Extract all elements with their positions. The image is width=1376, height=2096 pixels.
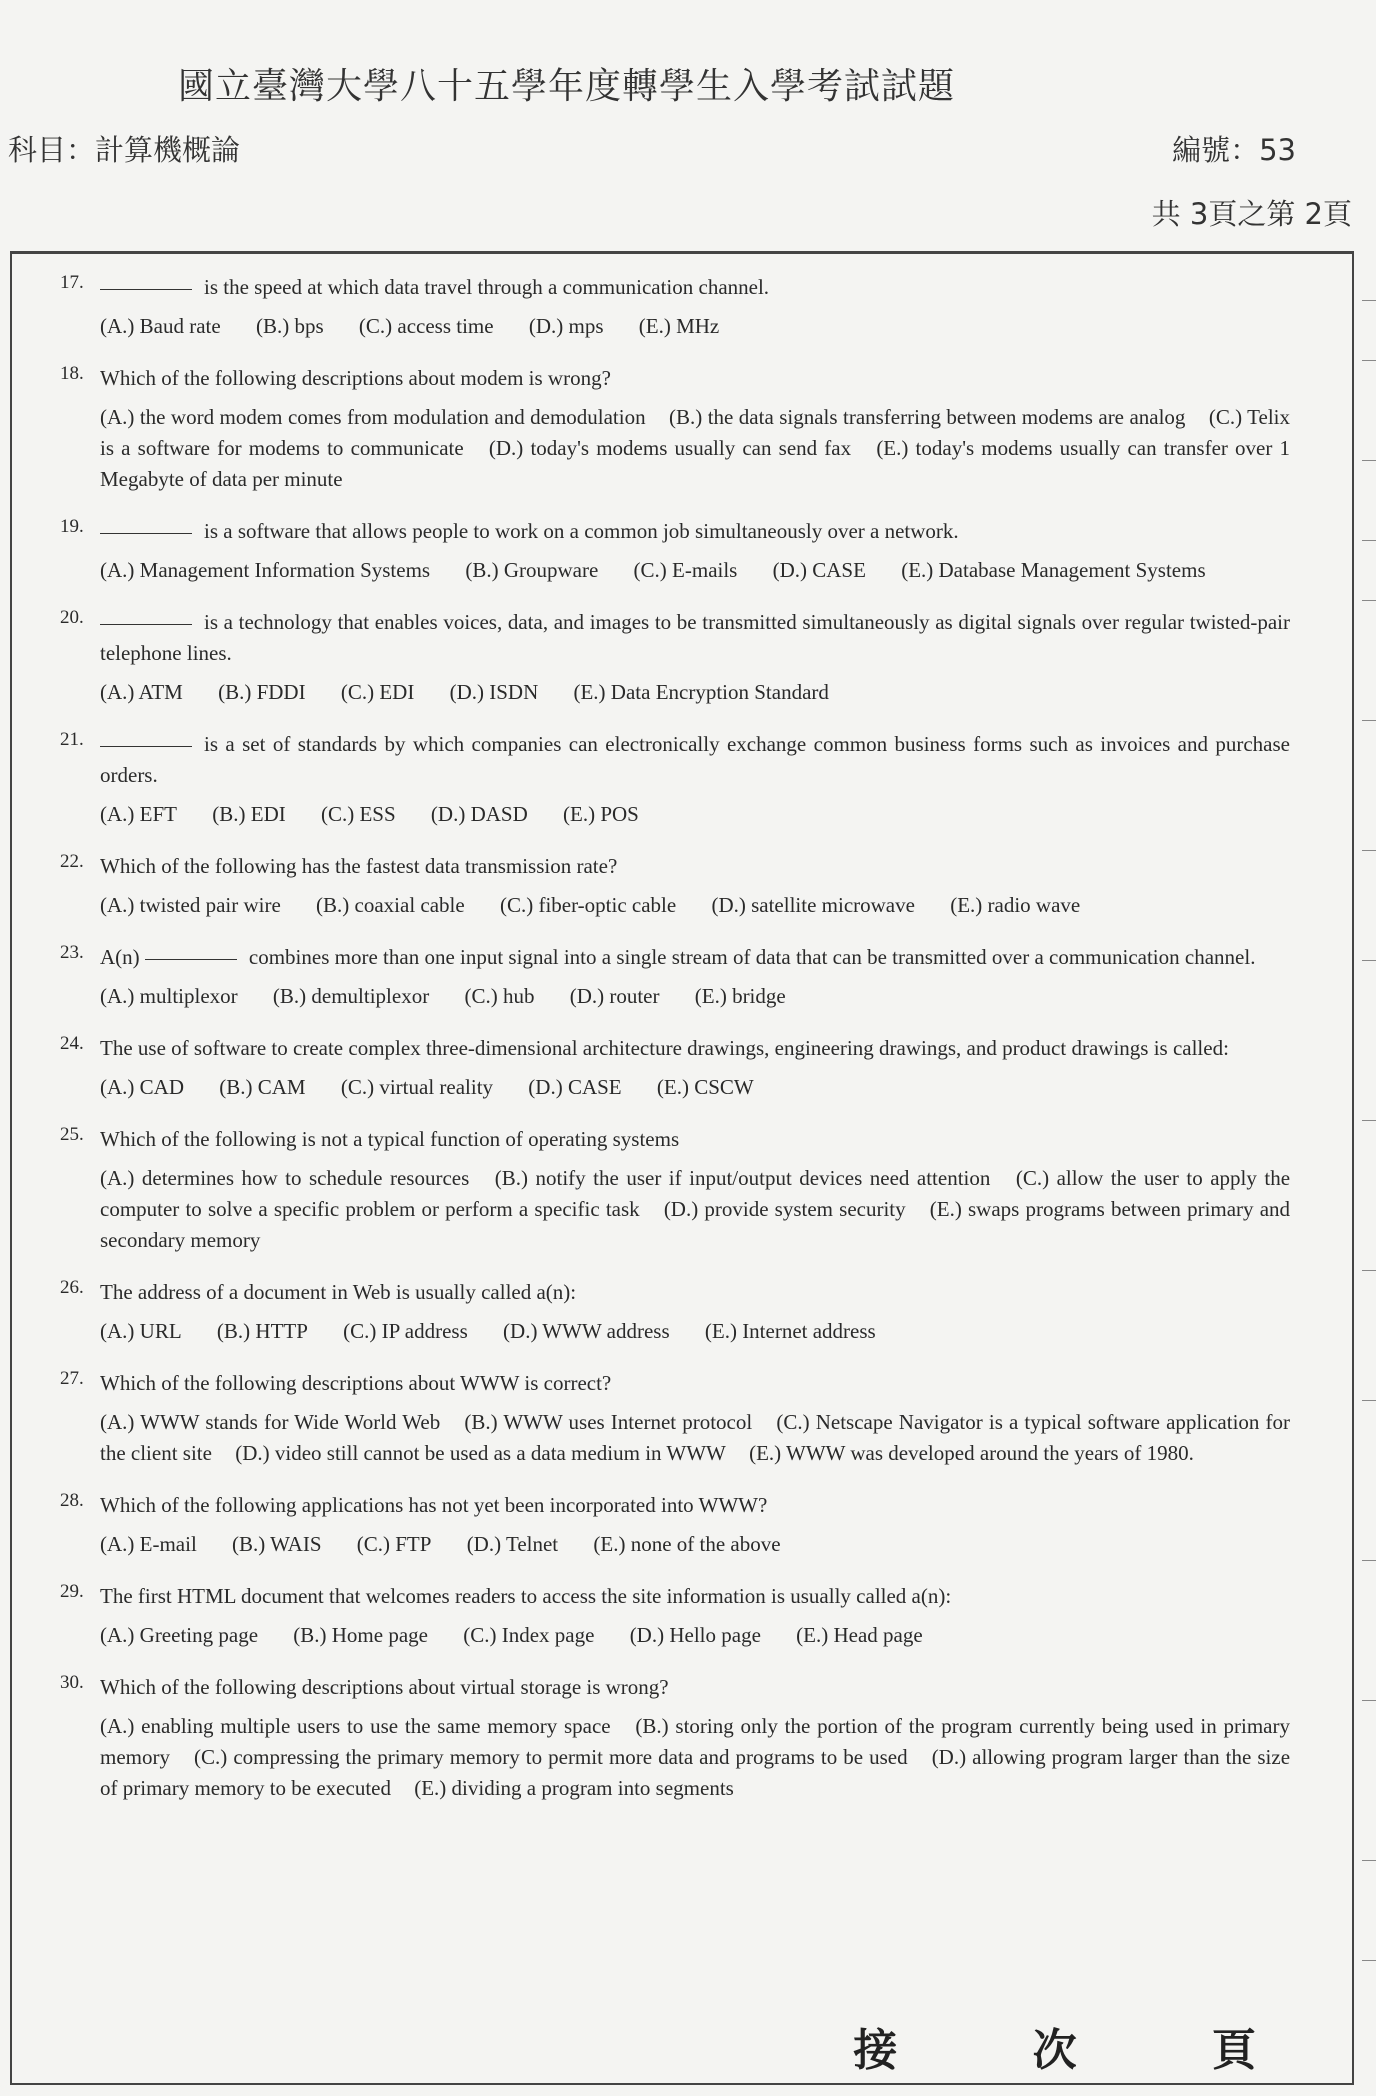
question-item xyxy=(0,607,1376,708)
question-text xyxy=(100,607,1290,669)
question-number: 26. xyxy=(60,1277,84,1298)
question-number: 18. xyxy=(60,363,84,384)
edge-tick xyxy=(1362,960,1376,961)
page-count: 共 3頁之第 2頁 xyxy=(1151,197,1352,231)
question-number: 21. xyxy=(60,729,84,750)
question-body: The first HTML document that welcomes readers to access the site information is usually called a(n): xyxy=(100,1584,952,1608)
option-list xyxy=(100,890,1290,921)
answer-option: (B.) bps xyxy=(255,314,324,338)
question-list xyxy=(0,272,1376,1825)
edge-tick xyxy=(1362,300,1376,301)
question-text xyxy=(100,1277,1290,1308)
answer-option: (A.) ATM xyxy=(100,680,183,704)
question-body: Which of the following descriptions about virtual storage is wrong? xyxy=(100,1675,669,1699)
answer-option: (B.) EDI xyxy=(212,802,286,826)
question-body: combines more than one input signal into a single stream of data that can be transmitted over a communication channel. xyxy=(248,945,1256,969)
question-item xyxy=(0,1033,1376,1103)
answer-option: (A.) multiplexor xyxy=(100,984,238,1008)
answer-option: (E.) CSCW xyxy=(656,1075,754,1099)
question-item xyxy=(0,272,1376,342)
question-body: Which of the following descriptions about WWW is correct? xyxy=(100,1371,612,1395)
answer-option: (D.) CASE xyxy=(528,1075,622,1099)
answer-option: (D.) DASD xyxy=(430,802,528,826)
question-text xyxy=(100,272,1290,303)
question-item xyxy=(0,1672,1376,1804)
question-text xyxy=(100,516,1290,547)
answer-option: (D.) Telnet xyxy=(466,1532,559,1556)
answer-option: (B.) coaxial cable xyxy=(316,893,465,917)
question-number: 28. xyxy=(60,1490,84,1511)
answer-option: (C.) IP address xyxy=(343,1319,468,1343)
question-text xyxy=(100,729,1290,791)
answer-option: (A.) CAD xyxy=(100,1075,184,1099)
answer-option: (E.) Head page xyxy=(796,1623,923,1647)
edge-tick xyxy=(1362,1960,1376,1961)
answer-option: (A.) URL xyxy=(100,1319,182,1343)
option-list xyxy=(100,555,1290,586)
question-body: The address of a document in Web is usually called a(n): xyxy=(100,1280,577,1304)
answer-option: (B.) notify the user if input/output devices need attention xyxy=(494,1166,991,1190)
answer-option: (B.) HTTP xyxy=(216,1319,308,1343)
answer-option: (A.) determines how to schedule resources xyxy=(100,1166,470,1190)
answer-option: (D.) mps xyxy=(528,314,604,338)
answer-option: (A.) twisted pair wire xyxy=(100,893,281,917)
question-body: is a technology that enables voices, data, and images to be transmitted simultaneously as digital signals over regular twisted-pair telephone lines. xyxy=(100,610,1290,665)
exam-code: 編號：53 xyxy=(1172,133,1296,167)
answer-option: (C.) hub xyxy=(464,984,535,1008)
answer-option: (D.) WWW address xyxy=(503,1319,670,1343)
question-item xyxy=(0,1124,1376,1256)
answer-option: (B.) storing only the portion of the program currently being used in primary memory xyxy=(100,1714,1290,1769)
question-body: is the speed at which data travel through a communication channel. xyxy=(204,275,770,299)
question-item xyxy=(0,851,1376,921)
answer-option: (C.) allow the user to apply the computer to solve a specific problem or perform a specific task xyxy=(100,1166,1291,1221)
answer-option: (C.) Index page xyxy=(463,1623,595,1647)
question-text xyxy=(100,1033,1290,1064)
answer-option: (C.) Netscape Navigator is a typical software application for the client site xyxy=(100,1410,1291,1465)
question-number: 17. xyxy=(60,272,84,293)
question-item xyxy=(0,1277,1376,1347)
question-text xyxy=(100,1490,1290,1521)
edge-tick xyxy=(1362,540,1376,541)
answer-blank xyxy=(100,624,192,625)
answer-option: (B.) FDDI xyxy=(218,680,306,704)
option-list xyxy=(100,402,1290,495)
edge-tick xyxy=(1362,720,1376,721)
option-list xyxy=(100,1163,1290,1256)
edge-tick xyxy=(1362,1120,1376,1121)
answer-blank xyxy=(145,959,237,960)
answer-option: (A.) enabling multiple users to use the same memory space xyxy=(100,1714,611,1738)
question-item xyxy=(0,1368,1376,1469)
answer-blank xyxy=(100,746,192,747)
option-list xyxy=(100,677,1290,708)
answer-option: (B.) the data signals transferring between modems are analog xyxy=(669,405,1186,429)
question-item xyxy=(0,1490,1376,1560)
question-item xyxy=(0,363,1376,495)
answer-option: (B.) demultiplexor xyxy=(272,984,430,1008)
edge-tick xyxy=(1362,1700,1376,1701)
answer-blank xyxy=(100,289,192,290)
question-text xyxy=(100,1672,1290,1703)
answer-option: (D.) Hello page xyxy=(629,1623,761,1647)
answer-option: (E.) dividing a program into segments xyxy=(414,1776,734,1800)
question-number: 24. xyxy=(60,1033,84,1054)
question-text xyxy=(100,851,1290,882)
question-number: 30. xyxy=(60,1672,84,1693)
edge-tick xyxy=(1362,1860,1376,1861)
question-body: Which of the following is not a typical function of operating systems xyxy=(100,1127,680,1151)
answer-option: (E.) Internet address xyxy=(704,1319,876,1343)
edge-tick xyxy=(1362,1560,1376,1561)
question-text xyxy=(100,363,1290,394)
subject-label: 科目：計算機概論 xyxy=(8,133,241,167)
answer-option: (A.) EFT xyxy=(100,802,177,826)
answer-option: (C.) FTP xyxy=(356,1532,432,1556)
answer-option: (E.) today's modems usually can transfer over 1 Megabyte of data per minute xyxy=(100,436,1291,491)
question-text xyxy=(100,1368,1290,1399)
option-list xyxy=(100,1407,1290,1469)
answer-option: (A.) Management Information Systems xyxy=(100,558,431,582)
question-item xyxy=(0,729,1376,830)
answer-option: (E.) WWW was developed around the years of 1980. xyxy=(749,1441,1194,1465)
edge-tick xyxy=(1362,600,1376,601)
question-prefix: A(n) xyxy=(100,945,140,969)
option-list xyxy=(100,1072,1290,1103)
question-number: 20. xyxy=(60,607,84,628)
answer-option: (A.) Greeting page xyxy=(100,1623,259,1647)
option-list xyxy=(100,1711,1290,1804)
answer-option: (C.) access time xyxy=(358,314,494,338)
answer-option: (C.) Telix is a software for modems to communicate xyxy=(100,405,1291,460)
question-number: 22. xyxy=(60,851,84,872)
question-number: 25. xyxy=(60,1124,84,1145)
answer-option: (E.) MHz xyxy=(638,314,720,338)
answer-option: (D.) ISDN xyxy=(449,680,539,704)
answer-option: (C.) virtual reality xyxy=(340,1075,494,1099)
question-text xyxy=(100,1124,1290,1155)
answer-option: (C.) E-mails xyxy=(633,558,738,582)
question-body: is a set of standards by which companies can electronically exchange common business forms such as invoices and purchase orders. xyxy=(100,732,1290,787)
answer-option: (A.) E-mail xyxy=(100,1532,197,1556)
question-body: Which of the following descriptions about modem is wrong? xyxy=(100,366,611,390)
answer-option: (B.) WAIS xyxy=(232,1532,322,1556)
answer-option: (D.) router xyxy=(569,984,660,1008)
answer-option: (B.) Groupware xyxy=(465,558,599,582)
option-list xyxy=(100,311,1290,342)
answer-blank xyxy=(100,533,192,534)
question-item xyxy=(0,942,1376,1012)
edge-tick xyxy=(1362,1270,1376,1271)
question-number: 29. xyxy=(60,1581,84,1602)
question-number: 23. xyxy=(60,942,84,963)
answer-option: (E.) Data Encryption Standard xyxy=(573,680,829,704)
question-number: 19. xyxy=(60,516,84,537)
exam-title: 國立臺灣大學八十五學年度轉學生入學考試試題 xyxy=(178,66,956,107)
question-body: The use of software to create complex three-dimensional architecture drawings, engineering drawings, and product drawings is called: xyxy=(100,1036,1229,1060)
option-list xyxy=(100,1620,1290,1651)
answer-option: (D.) satellite microwave xyxy=(711,893,915,917)
edge-tick xyxy=(1362,1400,1376,1401)
answer-option: (B.) WWW uses Internet protocol xyxy=(464,1410,753,1434)
answer-option: (C.) EDI xyxy=(340,680,415,704)
answer-option: (E.) radio wave xyxy=(950,893,1081,917)
question-body: Which of the following has the fastest data transmission rate? xyxy=(100,854,618,878)
question-body: is a software that allows people to work on a common job simultaneously over a network. xyxy=(204,519,959,543)
option-list xyxy=(100,1529,1290,1560)
answer-option: (E.) swaps programs between primary and secondary memory xyxy=(100,1197,1291,1252)
question-item xyxy=(0,1581,1376,1651)
answer-option: (D.) CASE xyxy=(772,558,866,582)
option-list xyxy=(100,1316,1290,1347)
question-text xyxy=(100,1581,1290,1612)
option-list xyxy=(100,981,1290,1012)
answer-option: (E.) bridge xyxy=(694,984,786,1008)
continued-next-page: 接 次 頁 xyxy=(853,2025,1316,2076)
answer-option: (A.) Baud rate xyxy=(100,314,221,338)
option-list xyxy=(100,799,1290,830)
answer-option: (D.) allowing program larger than the size of primary memory to be executed xyxy=(100,1745,1291,1800)
answer-option: (C.) ESS xyxy=(320,802,396,826)
answer-option: (A.) the word modem comes from modulation and demodulation xyxy=(100,405,646,429)
answer-option: (C.) fiber-optic cable xyxy=(499,893,677,917)
answer-option: (B.) Home page xyxy=(293,1623,428,1647)
edge-tick xyxy=(1362,360,1376,361)
answer-option: (E.) none of the above xyxy=(593,1532,781,1556)
answer-option: (E.) Database Management Systems xyxy=(901,558,1206,582)
edge-tick xyxy=(1362,460,1376,461)
question-body: Which of the following applications has not yet been incorporated into WWW? xyxy=(100,1493,768,1517)
answer-option: (D.) video still cannot be used as a data medium in WWW xyxy=(235,1441,726,1465)
answer-option: (D.) provide system security xyxy=(663,1197,906,1221)
question-text xyxy=(100,942,1290,973)
answer-option: (C.) compressing the primary memory to permit more data and programs to be used xyxy=(194,1745,908,1769)
answer-option: (A.) WWW stands for Wide World Web xyxy=(100,1410,441,1434)
question-number: 27. xyxy=(60,1368,84,1389)
answer-option: (B.) CAM xyxy=(219,1075,306,1099)
question-item xyxy=(0,516,1376,586)
answer-option: (D.) today's modems usually can send fax xyxy=(488,436,852,460)
edge-tick xyxy=(1362,850,1376,851)
answer-option: (E.) POS xyxy=(563,802,639,826)
